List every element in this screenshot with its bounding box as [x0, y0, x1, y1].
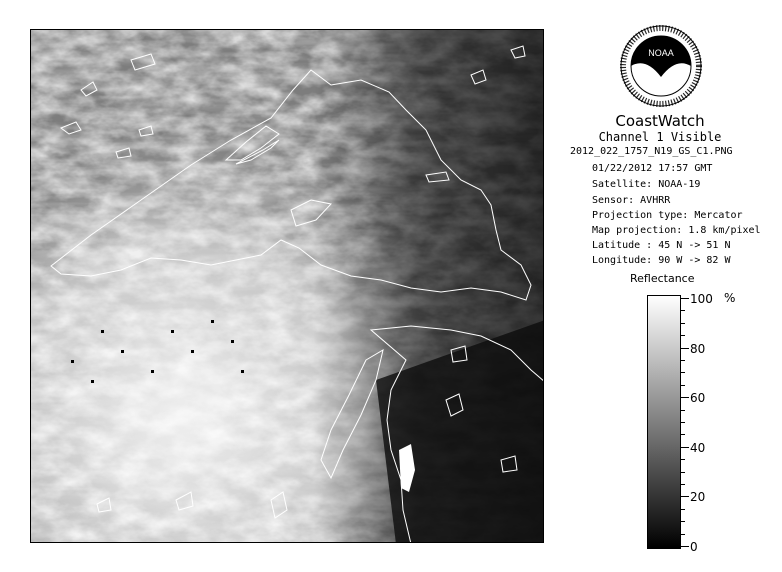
colorbar-label: Reflectance [630, 272, 695, 285]
colorbar-tick-label: 100 [690, 292, 713, 306]
colorbar-minor-tick [681, 372, 685, 373]
colorbar-tick [681, 397, 689, 398]
colorbar-minor-tick [681, 434, 685, 435]
colorbar-minor-tick [681, 521, 685, 522]
satellite-map-svg [31, 30, 544, 543]
noaa-logo-graphic [620, 25, 702, 107]
satellite-image [30, 29, 544, 543]
colorbar-tick [681, 546, 689, 547]
map-projection: Map projection: 1.8 km/pixel [592, 225, 761, 236]
colorbar-minor-tick [681, 509, 685, 510]
colorbar-minor-tick [681, 534, 685, 535]
latitude: Latitude : 45 N -> 51 N [592, 240, 731, 251]
colorbar-minor-tick [681, 323, 685, 324]
datetime: 01/22/2012 17:57 GMT [592, 163, 713, 174]
noaa-logo [620, 25, 702, 107]
colorbar-tick-label: 0 [690, 540, 698, 554]
colorbar-minor-tick [681, 335, 685, 336]
colorbar-minor-tick [681, 484, 685, 485]
channel-label: Channel 1 Visible [598, 130, 722, 144]
colorbar-tick-label: 20 [690, 490, 706, 505]
longitude: Longitude: 90 W -> 82 W [592, 255, 731, 266]
noaa-logo-text: NOAA [648, 48, 674, 58]
colorbar-minor-tick [681, 472, 685, 473]
colorbar-minor-tick [681, 385, 685, 386]
colorbar-tick [681, 496, 689, 497]
colorbar-unit: % [724, 291, 736, 305]
colorbar-tick-label: 40 [690, 440, 706, 455]
colorbar-minor-tick [681, 310, 685, 311]
colorbar-minor-tick [681, 459, 685, 460]
colorbar-minor-tick [681, 360, 685, 361]
colorbar-tick [681, 298, 689, 299]
satellite: Satellite: NOAA-19 [592, 179, 701, 190]
file-name: 2012_022_1757_N19_GS_C1.PNG [570, 146, 733, 157]
app-title: CoastWatch [615, 112, 705, 130]
colorbar-tick-label: 60 [690, 391, 706, 406]
colorbar-tick-label: 80 [690, 341, 706, 356]
colorbar-minor-tick [681, 410, 685, 411]
colorbar-tick [681, 348, 689, 349]
projection-type: Projection type: Mercator [592, 210, 743, 221]
colorbar-minor-tick [681, 422, 685, 423]
colorbar-tick [681, 447, 689, 448]
sensor: Sensor: AVHRR [592, 195, 671, 206]
colorbar [647, 295, 681, 549]
